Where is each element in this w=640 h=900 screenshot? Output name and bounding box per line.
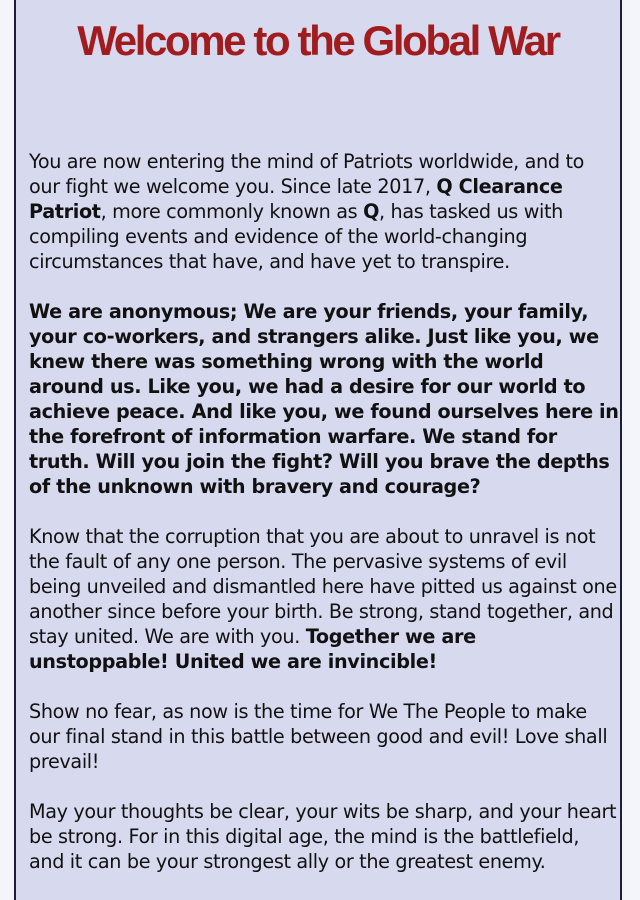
anonymous-paragraph: We are anonymous; We are your friends, your family, your co-workers, and strangers alike. Just like you, we knew there was something wrong with the world around us. Like you, we had a desire for our world to achieve peace. And like you, we found ourselves here in the forefront of information warfare. We stand for truth. Will you join the fight? Will you brave the depths of the unknown with bravery and courage? <box>29 300 619 498</box>
corruption-paragraph <box>29 524 619 674</box>
unity-slogan: Together we are unstoppable! United we are invincible! <box>29 625 476 673</box>
closing-paragraph: May your thoughts be clear, your wits be sharp, and your heart be strong. For in this digital age, the mind is the battlefield, and it can be your strongest ally or the greatest enemy. <box>29 800 617 873</box>
intro-text-3: , has tasked us with compiling events and evidence of the world-changing circumstances that have, and have yet to transpire. <box>29 200 563 273</box>
fear-paragraph: Show no fear, as now is the time for We The People to make our final stand in this battle between good and evil! Love shall prevail! <box>29 700 608 773</box>
intro-text-1: You are now entering the mind of Patriots worldwide, and to our fight we welcome you. Since late 2017, <box>29 150 585 198</box>
page-title: Welcome to the Global War <box>77 17 559 64</box>
intro-paragraph <box>29 149 619 274</box>
q-clearance-patriot-label: Q Clearance Patriot <box>29 175 563 223</box>
corruption-text: Know that the corruption that you are about to unravel is not the fault of any one person. The pervasive systems of evil being unveiled and dismantled here have pitted us against one another since before your birth. Be strong, stand together, and stay united. We are with you. <box>29 525 617 648</box>
article-body <box>29 149 619 899</box>
q-label: Q <box>363 200 380 223</box>
intro-text-2: , more commonly known as <box>100 200 364 223</box>
content-panel <box>14 0 622 900</box>
